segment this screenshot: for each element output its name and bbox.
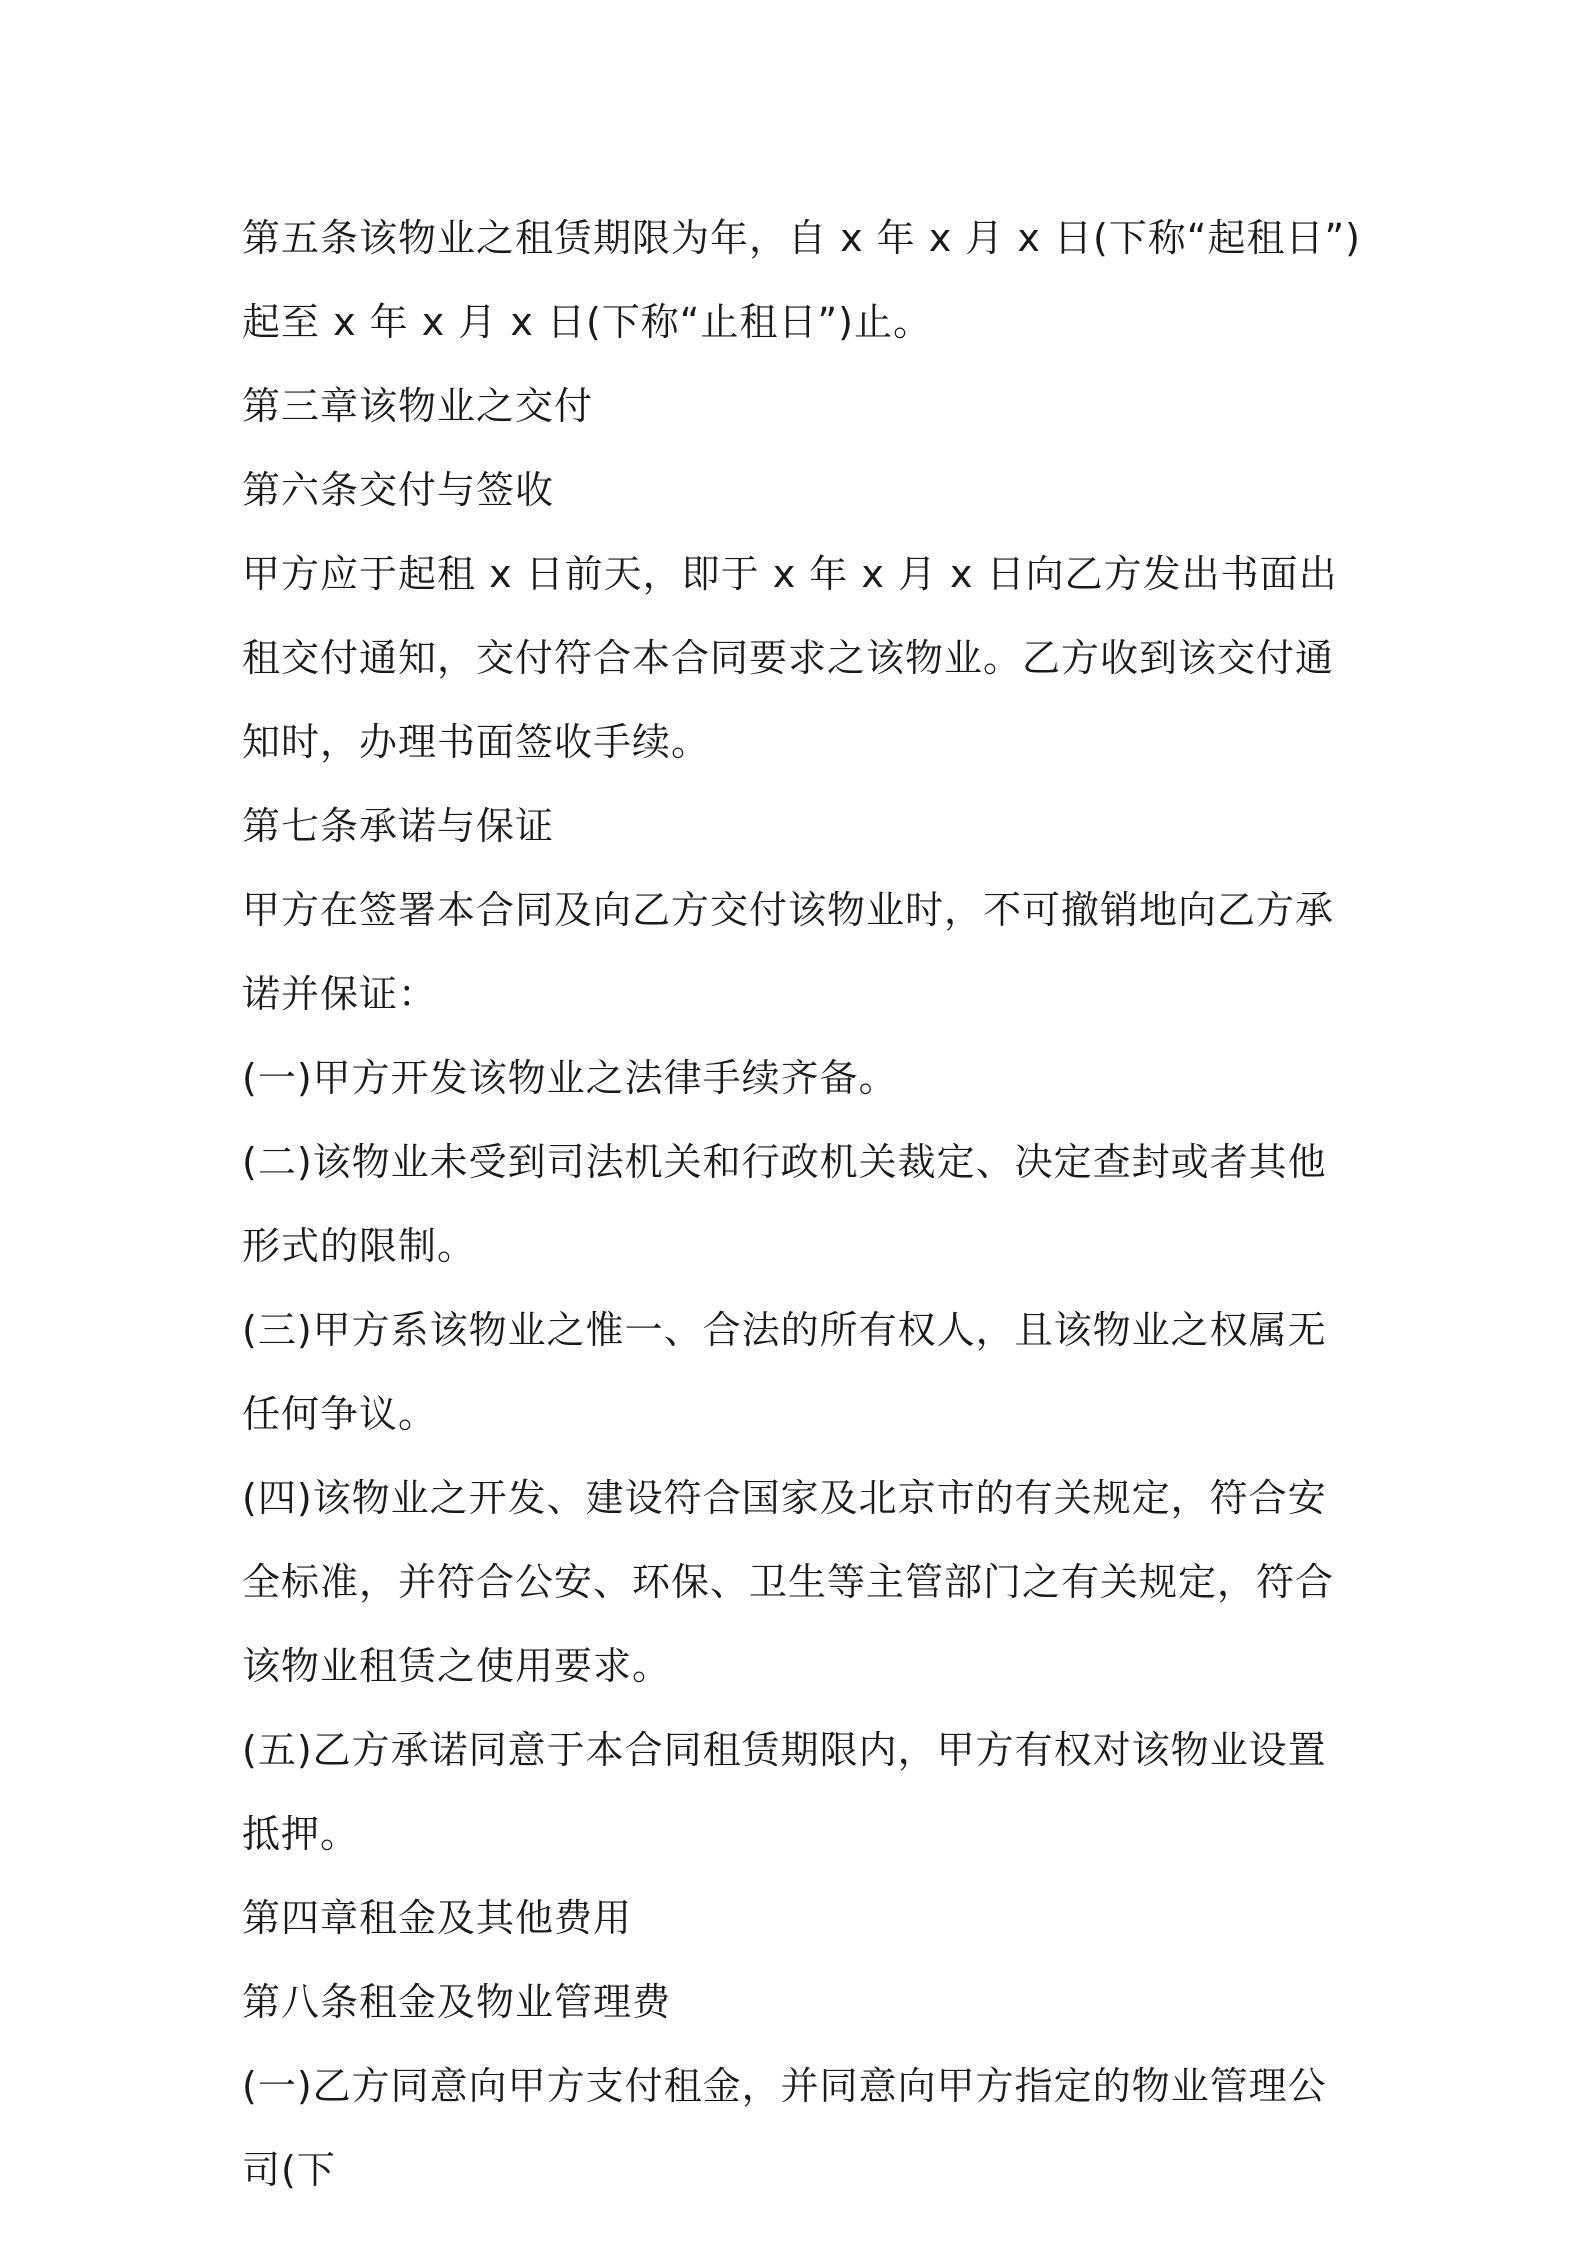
clause-7-item-3: (三)甲方系该物业之惟一、合法的所有权人，且该物业之权属无任何争议。 <box>242 1308 1327 1436</box>
clause-7-item-4: (四)该物业之开发、建设符合国家及北京市的有关规定，符合安全标准，并符合公安、环保、卫生等主管部门之有关规定，符合该物业租赁之使用要求。 <box>242 1476 1335 1688</box>
clause-7-item-5: (五)乙方承诺同意于本合同租赁期限内，甲方有权对该物业设置抵押。 <box>242 1728 1327 1856</box>
clause-6-body: 甲方应于起租 x 日前天，即于 x 年 x 月 x 日向乙方发出书面出租交付通知，交付符合本合同要求之该物业。乙方收到该交付通知时，办理书面签收手续。 <box>242 552 1338 764</box>
clause-5-rental-term: 第五条该物业之租赁期限为年，自 x 年 x 月 x 日(下称“起租日”)起至 x 年 x 月 x 日(下称“止租日”)止。 <box>242 216 1361 344</box>
clause-7-body: 甲方在签署本合同及向乙方交付该物业时，不可撤销地向乙方承诺并保证： <box>242 888 1335 1016</box>
clause-7-item-1: (一)甲方开发该物业之法律手续齐备。 <box>242 1056 898 1100</box>
clause-8-item-1: (一)乙方同意向甲方支付租金，并同意向甲方指定的物业管理公司(下 <box>242 2064 1327 2192</box>
clause-6-heading: 第六条交付与签收 <box>242 468 555 512</box>
document-body <box>242 196 1362 2212</box>
chapter-3-heading: 第三章该物业之交付 <box>242 384 594 428</box>
clause-8-heading: 第八条租金及物业管理费 <box>242 1980 672 2024</box>
clause-7-item-2: (二)该物业未受到司法机关和行政机关裁定、决定查封或者其他形式的限制。 <box>242 1140 1327 1268</box>
chapter-4-heading: 第四章租金及其他费用 <box>242 1896 633 1940</box>
clause-7-heading: 第七条承诺与保证 <box>242 804 555 848</box>
